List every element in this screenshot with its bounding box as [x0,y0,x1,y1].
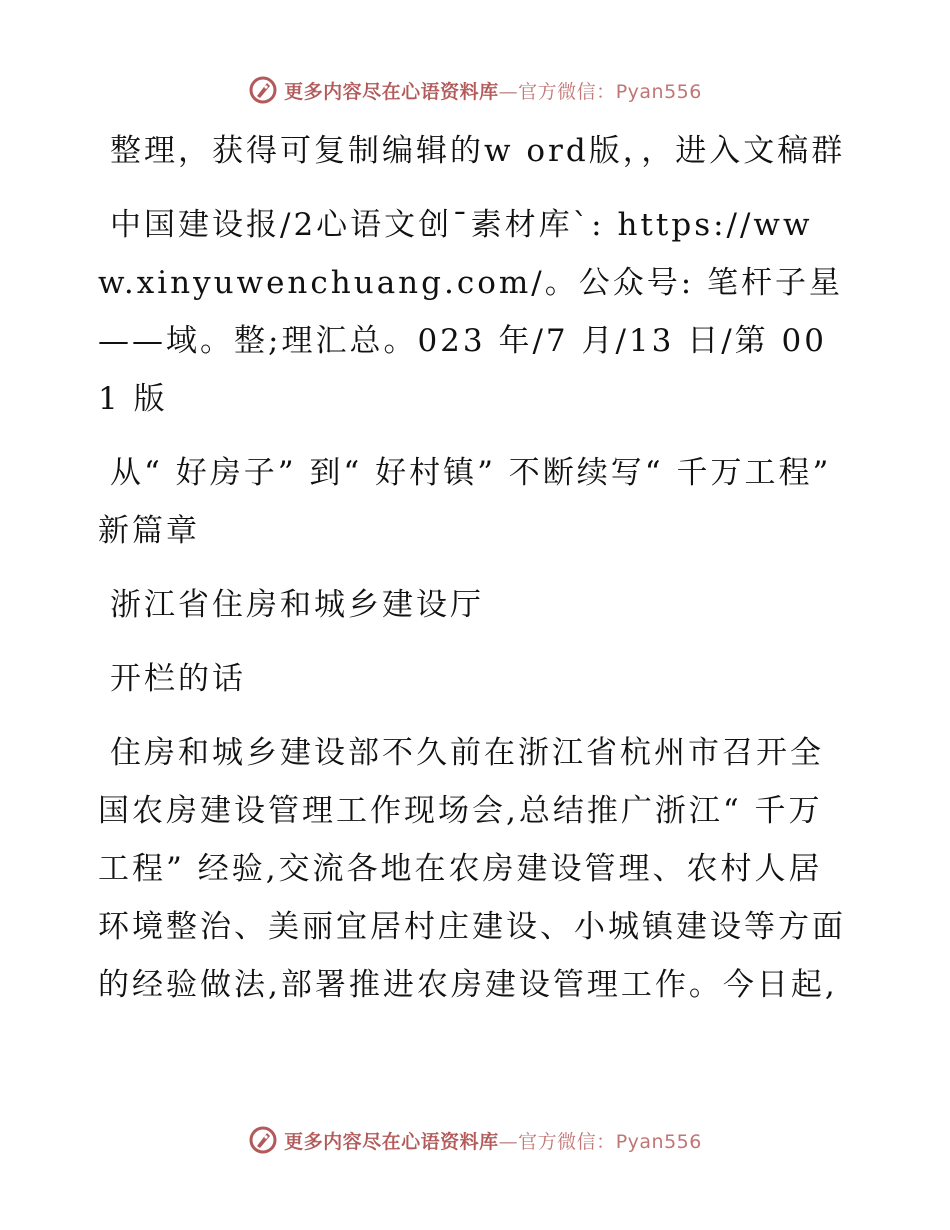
paragraph-body: 住房和城乡建设部不久前在浙江省杭州市召开全国农房建设管理工作现场会,总结推广浙江“ 千万工程” 经验,交流各地在农房建设管理、农村人居环境整治、美丽宜居村庄建设、小城镇建设等方面的经验做法,部署推进农房建设管理工作。今日起, [98,735,846,1003]
header-banner-text [284,77,702,104]
paragraph-source: 中国建设报/2心语文创¯素材库`: https://www.xinyuwenchuang.com/。公众号: 笔杆子星——域。整;理汇总。023 年/7 月/13 日/第 001 版 [98,207,843,417]
footer-watermark-banner [0,1120,950,1160]
header-banner-main: 更多内容尽在心语资料库 [284,80,499,103]
header-banner-separator: — [498,80,519,103]
document-body [98,122,848,1030]
pen-nib-circle-icon [248,75,278,105]
header-banner-wechat-id: Pyan556 [615,80,702,103]
header-watermark-banner [0,70,950,110]
header-banner-wechat-label: 官方微信： [518,80,616,103]
footer-banner-text [284,1127,702,1154]
footer-banner-separator: — [498,1130,519,1153]
paragraph-intro: 整理，获得可复制编辑的w ord版，，进入文稿群 [110,133,846,169]
footer-banner-wechat-label: 官方微信： [518,1130,616,1153]
footer-banner-wechat-id: Pyan556 [615,1130,702,1153]
article-author: 浙江省住房和城乡建设厅 [110,587,484,623]
footer-banner-main: 更多内容尽在心语资料库 [284,1130,499,1153]
pen-nib-circle-icon [248,1125,278,1155]
section-heading: 开栏的话 [110,661,246,697]
article-title: 从“ 好房子” 到“ 好村镇” 不断续写“ 千万工程” 新篇章 [98,455,832,549]
